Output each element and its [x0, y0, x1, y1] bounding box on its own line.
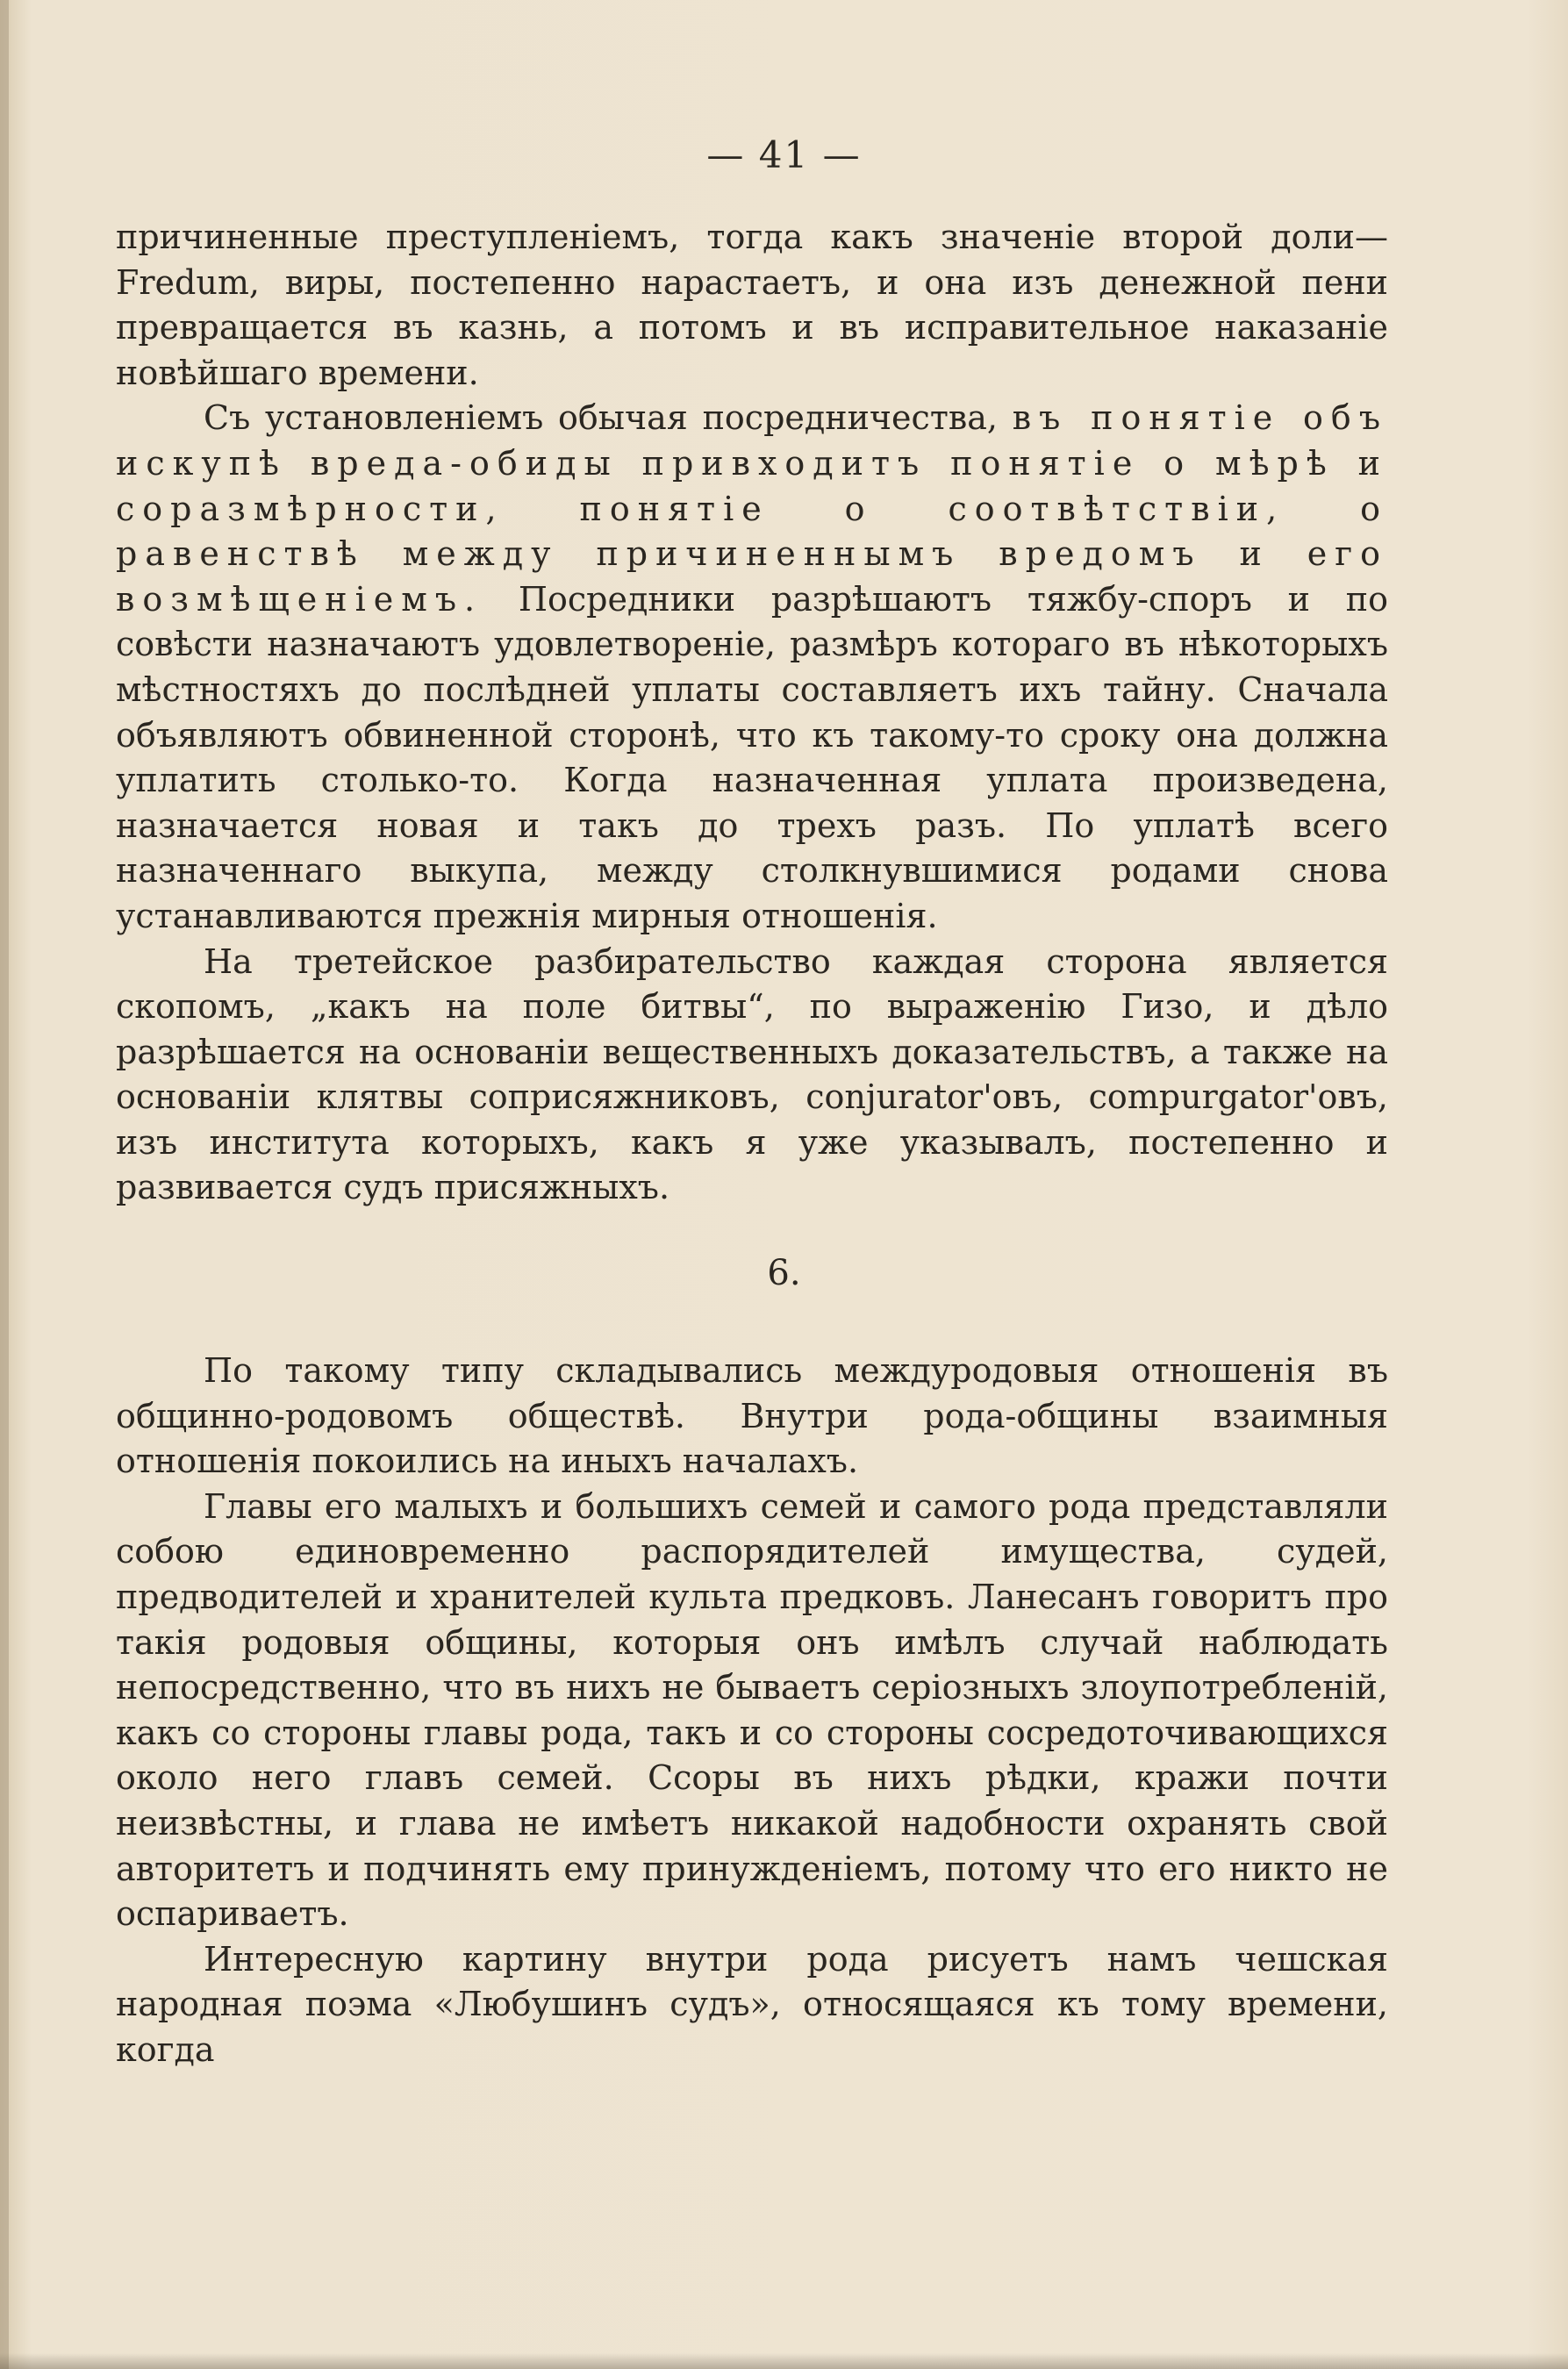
page-number: — 41 — — [706, 133, 862, 176]
paragraph-family-heads: Главы его малыхъ и большихъ семей и самого рода представляли собою единовременно распорядителей имущества, судей, предводителей и хранителей культа предковъ. Ланесанъ говоритъ про такія родовыя общины, которыя онъ имѣлъ случай наблюдать непосредственно, что въ нихъ не бываетъ серіозныхъ злоупотребленій, какъ со стороны главы рода, такъ и со стороны сосредоточивающихся около него главъ семей. Ссоры въ нихъ рѣдки, кражи почти неизвѣстны, и глава не имѣетъ никакой надобности охранять свой авторитетъ и подчинять ему принужденіемъ, потому что его никто не оспариваетъ. — [116, 1486, 1388, 1934]
paragraph-continuation: причиненные преступленіемъ, тогда какъ значеніе второй доли— Fredum, виры, постепенно нарастаетъ, и она изъ денежной пени превращается въ казнь, а потомъ и въ исправительное наказаніе новѣйшаго времени. — [116, 218, 1388, 392]
paragraph-mediation — [116, 396, 1388, 939]
page-edge-shadow — [0, 0, 9, 2369]
paragraph-arbitration: На третейское разбирательство каждая сторона является скопомъ, „какъ на поле битвы“, по выраженію Гизо, и дѣло разрѣшается на основаніи вещественныхъ доказательствъ, а также на основаніи клятвы соприсяжниковъ, conjurator'овъ, compurgator'овъ, изъ института которыхъ, какъ я уже указывалъ, постепенно и развивается судъ присяжныхъ. — [116, 941, 1388, 1207]
paragraph-intertribal: По такому типу складывались междуродовыя отношенія въ общинно-родовомъ обществѣ. Внутри рода-общины взаимныя отношенія покоились на иныхъ началахъ. — [116, 1351, 1388, 1481]
paragraph-mediation-rest: Посредники разрѣшаютъ тяжбу-споръ и по совѣсти назначаютъ удовлетвореніе, размѣръ котораго въ нѣкоторыхъ мѣстностяхъ до послѣдней уплаты составляетъ ихъ тайну. Сначала объявляютъ обвиненной сторонѣ, что къ такому-то сроку она должна уплатить столько-то. Когда назначенная уплата произведена, назначается новая и такъ до трехъ разъ. По уплатѣ всего назначеннаго выкупа, между столкнувшимися родами снова устанавливаются прежнія мирныя отношенія. — [116, 579, 1388, 935]
page-bottom-shadow — [0, 2353, 1568, 2369]
section-number: 6. — [767, 1253, 801, 1293]
paragraph-mediation-intro: Съ установленіемъ обычая посредничества, — [204, 398, 1013, 438]
paragraph-lubusha-court: Интересную картину внутри рода рисуетъ намъ чешская народная поэма «Любушинъ судъ», относящаяся къ тому времени, когда — [116, 1939, 1388, 2069]
text-block-upper — [116, 215, 1388, 1211]
text-block-lower — [116, 1349, 1388, 2073]
paragraph-mediation-emphasis: въ понятіе объ искупѣ вреда-обиды привходитъ понятіе о мѣрѣ и соразмѣрности, понятіе о соотвѣтствіи, о равенствѣ между причиненнымъ вредомъ и его возмѣщеніемъ. — [116, 398, 1388, 619]
